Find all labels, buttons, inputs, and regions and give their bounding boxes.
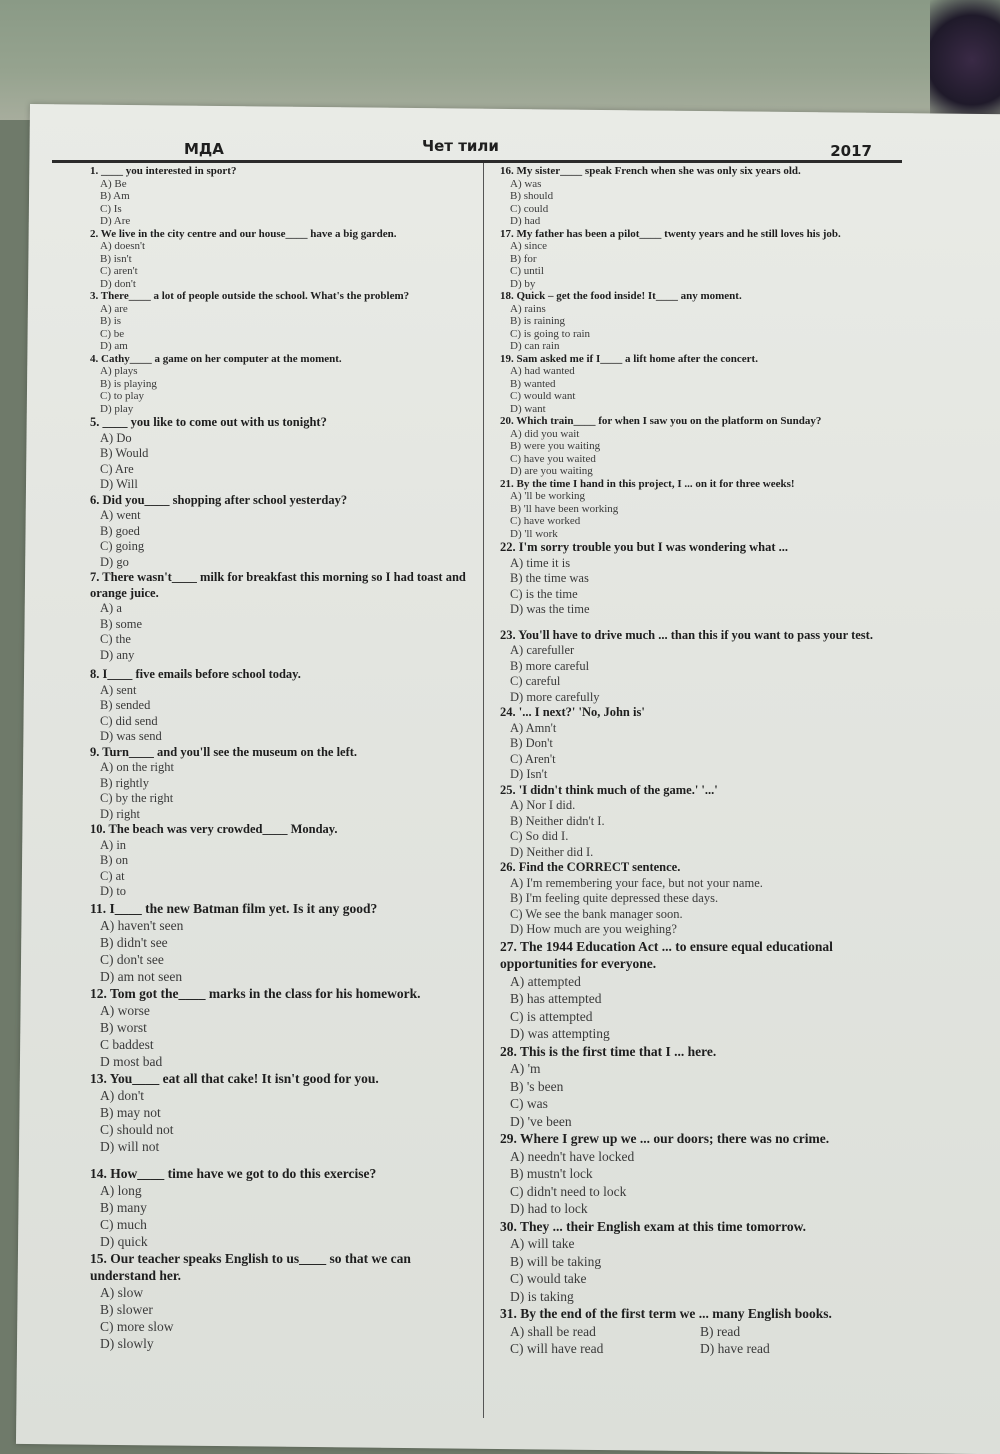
answer-option: A) had wanted	[510, 365, 575, 377]
question	[90, 900, 470, 985]
answer-option: A) long	[100, 1182, 142, 1198]
question-text: 8. I____ five emails before school today.	[90, 667, 301, 681]
question-text: 6. Did you____ shopping after school yesterday?	[90, 492, 348, 507]
question-text: 4. Cathy____ a game on her computer at the moment.	[90, 352, 342, 365]
answer-option: D) slowly	[100, 1335, 154, 1351]
answer-option: B) 'll have been working	[510, 502, 619, 515]
question	[90, 415, 470, 493]
question-text: 24. '... I next?' 'No, John is'	[500, 705, 645, 719]
answer-option: B) is raining	[510, 315, 565, 327]
answer-option: A) I'm remembering your face, but not your name.	[510, 875, 763, 890]
answer-option: B) mustn't lock	[510, 1166, 593, 1181]
question	[90, 570, 470, 663]
answer-option: D) Are	[100, 215, 131, 227]
question	[90, 228, 470, 291]
answer-option: C) have you waited	[510, 452, 596, 465]
answer-option: D) had to lock	[510, 1201, 588, 1216]
answer-option: B) Neither didn't I.	[510, 813, 605, 828]
answer-option: A) time it is	[510, 555, 571, 570]
question-text: 3. There____ a lot of people outside the school. What's the problem?	[90, 290, 410, 302]
answer-option: A) rains	[510, 302, 546, 315]
question-text: 27. The 1944 Education Act ... to ensure equal educational opportunities for everyone.	[500, 938, 833, 971]
answer-option: D) Neither did I.	[510, 844, 594, 859]
answer-option: C) have worked	[510, 515, 581, 527]
question-text: 12. Tom got the____ marks in the class for his homework.	[90, 985, 421, 1001]
answer-option: D) to	[100, 884, 127, 898]
answer-option: C) be	[100, 327, 125, 340]
answer-option: B) on	[100, 853, 129, 867]
answer-option: A) slow	[100, 1284, 144, 1300]
answer-option: B) many	[100, 1199, 147, 1215]
page-header	[52, 137, 902, 162]
answer-option: A) worse	[100, 1002, 150, 1018]
question	[90, 1250, 470, 1352]
answer-option: C) don't see	[100, 951, 164, 967]
question	[500, 1305, 900, 1358]
answer-option: B) the time was	[510, 571, 589, 585]
answer-option: B) has attempted	[510, 991, 602, 1006]
answer-option: D) are you waiting	[510, 465, 593, 477]
answer-option: D) was the time	[510, 602, 590, 616]
answer-option: A) carefuller	[510, 643, 575, 657]
question-text: 29. Where I grew up we ... our doors; there was no crime.	[500, 1131, 830, 1146]
answer-option: D) don't	[100, 277, 136, 290]
answer-option: B) may not	[100, 1104, 161, 1120]
question-text: 9. Turn____ and you'll see the museum on the left.	[90, 744, 358, 759]
answer-option: B) for	[510, 252, 537, 265]
answer-option: C) did send	[100, 713, 158, 728]
answer-option: D) want	[510, 402, 546, 415]
question-text: 20. Which train____ for when I saw you on the platform on Sunday?	[500, 415, 822, 427]
question-text: 10. The beach was very crowded____ Monday.	[90, 822, 338, 836]
answer-option: A) plays	[100, 365, 138, 377]
question	[500, 1043, 900, 1131]
question	[500, 290, 900, 353]
answer-option: A) Be	[100, 177, 127, 190]
question	[90, 1070, 470, 1155]
answer-option: D) more carefully	[510, 689, 600, 704]
answer-option: B) goed	[100, 523, 140, 538]
question-text: 19. Sam asked me if I____ a lift home after the concert.	[500, 352, 758, 365]
question-text: 30. They ... their English exam at this time tomorrow.	[500, 1218, 806, 1234]
question-text: 14. How____ time have we got to do this exercise?	[90, 1165, 377, 1181]
question-text: 5. ____ you like to come out with us tonight?	[90, 415, 327, 429]
answer-option: D) can rain	[510, 340, 560, 352]
answer-option: D most bad	[100, 1053, 163, 1069]
question	[500, 540, 900, 618]
answer-option: B) is playing	[100, 377, 157, 390]
answer-option-row	[500, 1340, 900, 1358]
answer-option: B) is	[100, 315, 122, 327]
answer-option: B) worst	[100, 1019, 147, 1035]
answer-option: C) didn't need to lock	[510, 1183, 627, 1199]
answer-option: D) Isn't	[510, 767, 548, 781]
answer-option: A) will take	[510, 1236, 575, 1251]
answer-option: B) more careful	[510, 658, 590, 673]
answer-option: D) quick	[100, 1233, 148, 1249]
answer-option: C) was	[510, 1096, 548, 1111]
answer-option: B) wanted	[510, 377, 556, 390]
answer-option: C) more slow	[100, 1318, 174, 1334]
answer-option: D) had	[510, 215, 541, 227]
question-text: 2. We live in the city centre and our house____ have a big garden.	[90, 227, 397, 240]
answer-option: D) How much are you weighing?	[510, 922, 677, 936]
answer-option: D) by	[510, 277, 536, 290]
answer-option: B) will be taking	[510, 1253, 602, 1269]
question	[90, 985, 470, 1070]
answer-option: A) sent	[100, 682, 137, 697]
header-title: Чет тили	[422, 137, 499, 155]
answer-option: C) much	[100, 1216, 147, 1232]
answer-option: D) is taking	[510, 1288, 574, 1304]
answer-option: A) Do	[100, 430, 132, 445]
question	[500, 783, 900, 861]
answer-option: C) We see the bank manager soon.	[510, 906, 683, 921]
answer-option: C) aren't	[100, 265, 138, 277]
question	[500, 228, 900, 291]
answer-option: C) is the time	[510, 586, 578, 601]
answer-option-row	[500, 1323, 900, 1341]
answer-option: B) 's been	[510, 1078, 564, 1094]
question-text: 26. Find the CORRECT sentence.	[500, 860, 681, 874]
answer-option: B) read	[700, 1323, 741, 1339]
question-text: 13. You____ eat all that cake! It isn't good for you.	[90, 1070, 379, 1086]
answer-option: D) have read	[700, 1341, 770, 1356]
question-text: 23. You'll have to drive much ... than this if you want to pass your test.	[500, 627, 873, 642]
answer-option: A) haven't seen	[100, 917, 184, 933]
answer-option: A) needn't have locked	[510, 1148, 635, 1164]
answer-option: B) I'm feeling quite depressed these days.	[510, 891, 719, 905]
column-divider	[483, 163, 484, 1418]
answer-option: A) on the right	[100, 760, 174, 774]
answer-option: C) would take	[510, 1271, 587, 1286]
question	[90, 1165, 470, 1250]
answer-option: B) should	[510, 190, 554, 202]
question	[90, 290, 470, 353]
answer-option: C) until	[510, 265, 544, 277]
answer-option: A) went	[100, 508, 141, 522]
question-text: 17. My father has been a pilot____ twenty years and he still loves his job.	[500, 227, 841, 240]
question	[500, 415, 900, 478]
answer-option: C) going	[100, 539, 145, 553]
answer-option: D) go	[100, 554, 129, 569]
answer-option: D) will not	[100, 1138, 160, 1154]
answer-option: C) would want	[510, 390, 576, 402]
question	[500, 860, 900, 938]
answer-option: A) a	[100, 601, 122, 615]
header-rule	[52, 160, 902, 163]
question	[500, 938, 900, 1043]
question	[500, 353, 900, 416]
answer-option: C) is attempted	[510, 1008, 593, 1024]
answer-option: C) could	[510, 202, 549, 215]
question	[500, 1130, 900, 1218]
question	[500, 705, 900, 783]
answer-option: D) was attempting	[510, 1026, 610, 1041]
answer-option: A) are	[100, 302, 128, 315]
answer-option: C) Are	[100, 461, 134, 476]
answer-option: D) am not seen	[100, 968, 183, 984]
question	[90, 165, 470, 228]
answer-option: C) Aren't	[510, 751, 556, 766]
question	[500, 628, 900, 706]
answer-option: C) by the right	[100, 791, 174, 805]
answer-option: A) don't	[100, 1087, 145, 1103]
answer-option: A) 'm	[510, 1061, 541, 1076]
answer-option: A) doesn't	[100, 240, 146, 252]
answer-option: D) Will	[100, 477, 138, 491]
answer-option: B) were you waiting	[510, 440, 601, 452]
answer-option: B) slower	[100, 1301, 153, 1317]
answer-option: B) didn't see	[100, 934, 168, 950]
question-text: 15. Our teacher speaks English to us____ so that we can understand her.	[90, 1250, 411, 1283]
question	[90, 667, 470, 745]
answer-option: B) rightly	[100, 775, 149, 790]
answer-option: A) Amn't	[510, 720, 557, 735]
question	[90, 493, 470, 571]
answer-option: B) some	[100, 616, 143, 631]
answer-option: C) at	[100, 868, 125, 883]
answer-option: D) 'll work	[510, 527, 558, 540]
answer-option: D) was send	[100, 729, 162, 743]
question-text: 7. There wasn't____ milk for breakfast this morning so I had toast and orange juice.	[90, 570, 466, 600]
answer-option: D) any	[100, 647, 135, 662]
answer-option: A) Nor I did.	[510, 798, 576, 812]
answer-option: D) 've been	[510, 1113, 572, 1129]
right-column	[500, 165, 900, 1358]
answer-option: C) will have read	[510, 1341, 604, 1356]
header-left: МДА	[184, 140, 224, 158]
question-text: 22. I'm sorry trouble you but I was wondering what ...	[500, 540, 788, 554]
question-text: 11. I____ the new Batman film yet. Is it any good?	[90, 900, 378, 916]
answer-option: A) shall be read	[510, 1323, 596, 1339]
question	[90, 745, 470, 823]
question-text: 28. This is the first time that I ... here.	[500, 1043, 717, 1059]
answer-option: C) to play	[100, 390, 144, 402]
answer-option: A) since	[510, 240, 547, 252]
answer-option: C) So did I.	[510, 829, 569, 843]
answer-option: B) sended	[100, 698, 151, 712]
question-text: 25. 'I didn't think much of the game.' '...'	[500, 782, 718, 797]
answer-option: A) did you wait	[510, 427, 580, 440]
answer-option: C) should not	[100, 1121, 174, 1137]
question	[90, 353, 470, 416]
question-text: 1. ____ you interested in sport?	[90, 165, 237, 177]
question-text: 31. By the end of the first term we ... many English books.	[500, 1306, 832, 1321]
question	[500, 165, 900, 228]
question	[500, 478, 900, 541]
answer-option: A) 'll be working	[510, 490, 585, 502]
answer-option: B) Would	[100, 446, 149, 460]
answer-option: B) isn't	[100, 252, 132, 265]
answer-option: B) Don't	[510, 736, 553, 750]
question	[500, 1218, 900, 1306]
question-text: 16. My sister____ speak French when she was only six years old.	[500, 165, 801, 177]
answer-option: A) attempted	[510, 973, 581, 989]
header-year: 2017	[830, 142, 872, 160]
answer-option: C) the	[100, 632, 131, 646]
answer-option: D) play	[100, 402, 134, 415]
answer-option: C) is going to rain	[510, 327, 591, 340]
answer-option: C) careful	[510, 674, 561, 688]
question-text: 18. Quick – get the food inside! It____ any moment.	[500, 290, 742, 302]
question-text: 21. By the time I hand in this project, I ... on it for three weeks!	[500, 477, 795, 490]
question	[90, 822, 470, 900]
answer-option: B) Am	[100, 190, 130, 202]
answer-option: A) was	[510, 177, 542, 190]
answer-option: D) am	[100, 340, 128, 352]
left-column	[90, 165, 470, 1352]
answer-option: C baddest	[100, 1036, 154, 1052]
answer-option: D) right	[100, 806, 140, 821]
background-surface	[0, 0, 1000, 120]
answer-option: C) Is	[100, 202, 122, 215]
answer-option: A) in	[100, 837, 127, 852]
